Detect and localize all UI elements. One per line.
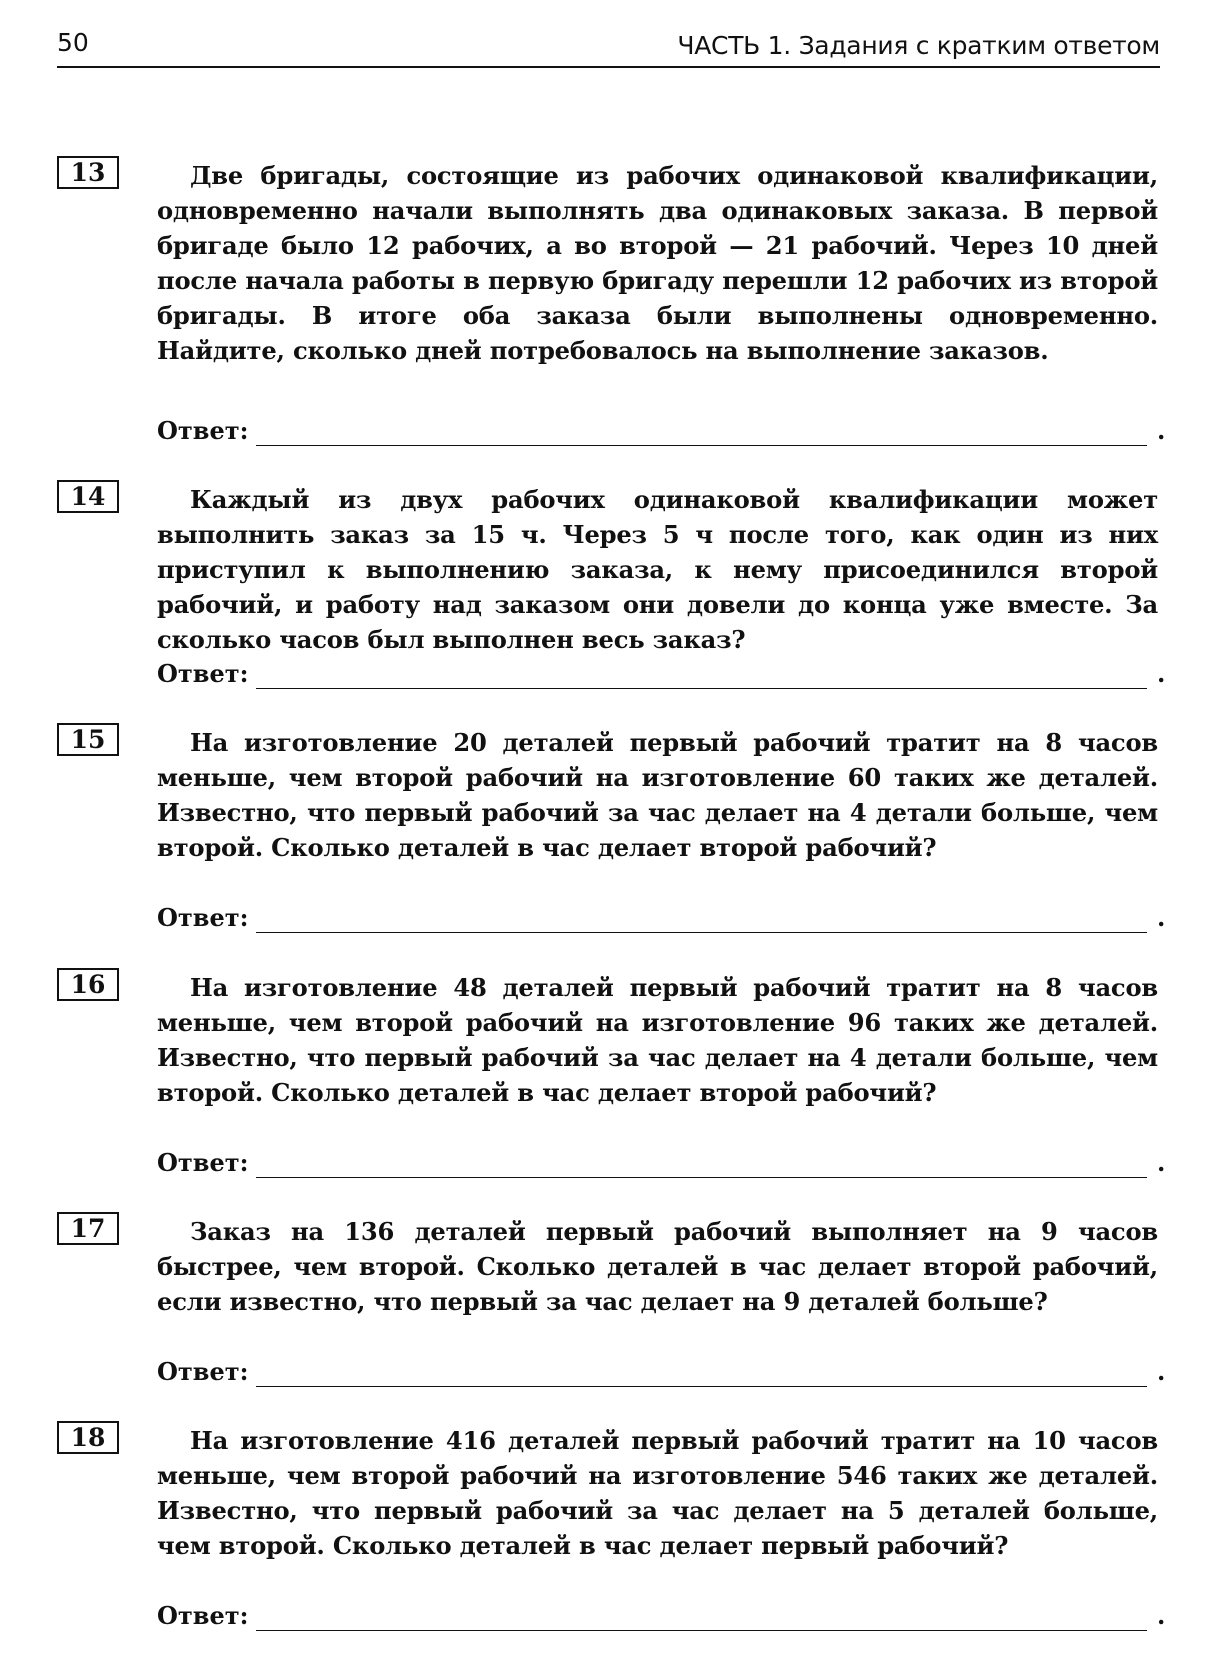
answer-end-dot: . (1157, 903, 1166, 932)
answer-label: Ответ: (157, 1148, 249, 1177)
answer-input-line[interactable] (256, 445, 1147, 446)
task-text: На изготовление 48 деталей первый рабочий тратит на 8 часов меньше, чем второй рабочий на изготовление 96 таких же деталей. Известно, что первый рабочий за час делает на 4 детали больше, чем второй. Сколько деталей в час делает второй рабочий? (157, 973, 1158, 1107)
task-text: Заказ на 136 деталей первый рабочий выполняет на 9 часов быстрее, чем второй. Сколько деталей в час делает второй рабочий, если известно, что первый за час делает на 9 деталей больше? (157, 1217, 1158, 1316)
answer-label: Ответ: (157, 1601, 249, 1630)
answer-label: Ответ: (157, 659, 249, 688)
page-number: 50 (57, 28, 89, 57)
answer-16 (157, 1145, 1166, 1181)
answer-end-dot: . (1157, 416, 1166, 445)
answer-input-line[interactable] (256, 1630, 1147, 1631)
running-head: ЧАСТЬ 1. Задания с кратким ответом (677, 31, 1160, 60)
answer-label: Ответ: (157, 1357, 249, 1386)
answer-input-line[interactable] (256, 1177, 1147, 1178)
answer-input-line[interactable] (256, 932, 1147, 933)
task-number: 17 (57, 1212, 119, 1245)
task-text: На изготовление 20 деталей первый рабочий тратит на 8 часов меньше, чем второй рабочий на изготовление 60 таких же деталей. Известно, что первый рабочий за час делает на 4 детали больше, чем второй. Сколько деталей в час делает второй рабочий? (157, 728, 1158, 862)
answer-14 (157, 656, 1166, 692)
task-number: 16 (57, 968, 119, 1001)
answer-input-line[interactable] (256, 1386, 1147, 1387)
answer-label: Ответ: (157, 903, 249, 932)
page-header (57, 26, 1160, 68)
answer-17 (157, 1354, 1166, 1390)
answer-end-dot: . (1157, 1148, 1166, 1177)
answer-end-dot: . (1157, 1357, 1166, 1386)
task-number: 15 (57, 723, 119, 756)
task-text: На изготовление 416 деталей первый рабочий тратит на 10 часов меньше, чем второй рабочий на изготовление 546 таких же деталей. Известно, что первый рабочий за час делает на 5 деталей больше, чем второй. Сколько деталей в час делает первый рабочий? (157, 1426, 1158, 1560)
answer-end-dot: . (1157, 1601, 1166, 1630)
answer-15 (157, 900, 1166, 936)
answer-label: Ответ: (157, 416, 249, 445)
task-text: Каждый из двух рабочих одинаковой квалификации может выполнить заказ за 15 ч. Через 5 ч после того, как один из них приступил к выполнению заказа, к нему присоединился второй рабочий, и работу над заказом они довели до конца уже вместе. За сколько часов был выполнен весь заказ? (157, 485, 1158, 654)
task-number: 13 (57, 156, 119, 189)
answer-end-dot: . (1157, 659, 1166, 688)
answer-18 (157, 1598, 1166, 1634)
task-number: 18 (57, 1421, 119, 1454)
answer-input-line[interactable] (256, 688, 1147, 689)
answer-13 (157, 413, 1166, 449)
task-number: 14 (57, 480, 119, 513)
task-text: Две бригады, состоящие из рабочих одинаковой квалификации, одновременно начали выполнять два одинаковых заказа. В первой бригаде было 12 рабочих, а во второй — 21 рабочий. Через 10 дней после начала работы в первую бригаду перешли 12 рабочих из второй бригады. В итоге оба заказа были выполнены одновременно. Найдите, сколько дней потребовалось на выполнение заказов. (157, 161, 1158, 365)
